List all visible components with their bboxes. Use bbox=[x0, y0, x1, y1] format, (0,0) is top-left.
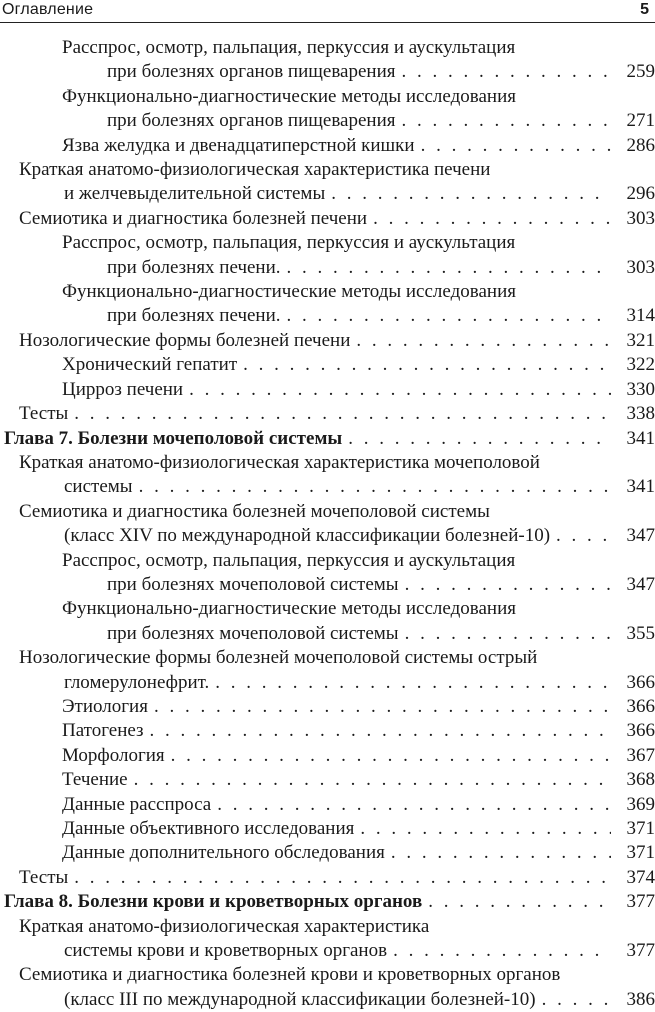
toc-entry-line: Краткая анатомо-физиологическая характеристика мочеполовой bbox=[19, 451, 540, 473]
toc-entry-title: при болезнях мочеполовой системы bbox=[107, 573, 399, 595]
toc-entry-page: 367 bbox=[626, 744, 655, 766]
toc-entry bbox=[0, 963, 655, 1012]
toc-entry-line: Семиотика и диагностика болезней мочеполовой системы bbox=[19, 500, 490, 522]
dot-leader bbox=[331, 182, 611, 206]
toc-entry bbox=[0, 158, 655, 207]
dot-leader bbox=[217, 793, 611, 817]
toc-entry-page: 330 bbox=[626, 378, 655, 400]
dot-leader bbox=[402, 60, 612, 84]
toc-entry-title: при болезнях печени. bbox=[107, 305, 281, 327]
toc-entry bbox=[0, 280, 655, 329]
dot-leader bbox=[421, 134, 611, 158]
toc-entry-page: 369 bbox=[626, 793, 655, 815]
dot-leader bbox=[360, 817, 611, 841]
toc-entry-page: 314 bbox=[626, 305, 655, 327]
toc-entry bbox=[0, 744, 655, 768]
toc-entry-page: 355 bbox=[626, 622, 655, 644]
toc-entry-title: Данные расспроса bbox=[62, 793, 212, 815]
toc-entry-page: 271 bbox=[626, 110, 655, 132]
toc-entry-page: 366 bbox=[626, 671, 655, 693]
toc-entry-title: Нозологические формы болезней печени bbox=[19, 329, 351, 351]
toc-entry-title: Патогенез bbox=[62, 720, 144, 742]
toc-entry-line: Расспрос, осмотр, пальпация, перкуссия и аускультация bbox=[62, 37, 516, 58]
toc-entry-page: 366 bbox=[626, 695, 655, 717]
toc-entry-title: Цирроз печени bbox=[62, 378, 184, 400]
toc-entry-title: при болезнях мочеполовой системы bbox=[107, 622, 399, 644]
toc-entry-line: Функционально-диагностические методы исследования bbox=[62, 281, 516, 303]
toc-entry-line: Расспрос, осмотр, пальпация, перкуссия и аускультация bbox=[62, 549, 516, 571]
toc-chapter-entry bbox=[0, 890, 655, 914]
toc-entry-line: Краткая анатомо-физиологическая характеристика печени bbox=[19, 159, 491, 181]
toc-entry-title: Данные дополнительного обследования bbox=[62, 842, 385, 864]
toc-entry-title: гломерулонефрит. bbox=[64, 671, 210, 693]
toc-entry-page: 296 bbox=[626, 183, 655, 205]
toc-entry bbox=[0, 329, 655, 353]
toc-entry bbox=[0, 402, 655, 426]
toc-entry-page: 371 bbox=[626, 842, 655, 864]
toc-entry-title: Глава 8. Болезни крови и кроветворных органов bbox=[4, 891, 423, 913]
dot-leader bbox=[74, 402, 611, 426]
toc-entry-page: 321 bbox=[626, 329, 655, 351]
dot-leader bbox=[405, 573, 611, 597]
toc-entry bbox=[0, 500, 655, 549]
toc-entry-line: Расспрос, осмотр, пальпация, перкуссия и аускультация bbox=[62, 232, 516, 254]
dot-leader bbox=[171, 744, 611, 768]
dot-leader bbox=[556, 524, 611, 548]
dot-leader bbox=[154, 695, 611, 719]
toc-entry bbox=[0, 85, 655, 134]
dot-leader bbox=[287, 256, 611, 280]
toc-entry-title: системы bbox=[64, 476, 133, 498]
header-rule bbox=[0, 22, 655, 23]
dot-leader bbox=[243, 353, 611, 377]
dot-leader bbox=[402, 109, 612, 133]
toc-entry-page: 366 bbox=[626, 720, 655, 742]
page-number: 5 bbox=[640, 1, 649, 18]
toc-entry bbox=[0, 597, 655, 646]
toc-entry-title: при болезнях органов пищеварения bbox=[107, 110, 396, 132]
toc-entry-line: Семиотика и диагностика болезней крови и кроветворных органов bbox=[19, 964, 561, 986]
toc-entry bbox=[0, 207, 655, 231]
dot-leader bbox=[428, 890, 611, 914]
dot-leader bbox=[391, 841, 611, 865]
running-header-title: Оглавление bbox=[2, 1, 94, 18]
page-header bbox=[0, 0, 655, 24]
toc-entry-page: 322 bbox=[626, 354, 655, 376]
toc-entry-page: 377 bbox=[626, 891, 655, 913]
toc-entry-page: 259 bbox=[626, 61, 655, 83]
toc-entry-page: 371 bbox=[626, 818, 655, 839]
toc-entry-page: 286 bbox=[626, 134, 655, 156]
toc-entry-page: 338 bbox=[626, 403, 655, 425]
toc-entry-page: 303 bbox=[626, 207, 655, 229]
dot-leader bbox=[189, 378, 611, 402]
toc-entry bbox=[0, 768, 655, 792]
toc-entry bbox=[0, 817, 655, 841]
toc-entry-title: при болезнях печени. bbox=[107, 256, 281, 278]
toc-entry bbox=[0, 134, 655, 158]
dot-leader bbox=[348, 427, 611, 451]
toc-entry-page: 341 bbox=[626, 427, 655, 449]
toc-entry bbox=[0, 719, 655, 743]
toc-entry-title: (класс XIV по международной классификации болезней-10) bbox=[64, 525, 551, 547]
toc-entry-title: Тесты bbox=[19, 866, 69, 888]
toc-entry bbox=[0, 231, 655, 280]
table-of-contents bbox=[0, 36, 655, 1012]
toc-entry bbox=[0, 451, 655, 500]
toc-entry-title: и желчевыделительной системы bbox=[64, 183, 326, 205]
toc-entry-line: Функционально-диагностические методы исследования bbox=[62, 598, 516, 620]
toc-entry-line: Краткая анатомо-физиологическая характеристика bbox=[19, 915, 430, 937]
dot-leader bbox=[74, 866, 611, 890]
toc-entry-title: при болезнях органов пищеварения bbox=[107, 61, 396, 83]
toc-entry-title: Этиология bbox=[62, 695, 148, 717]
toc-entry bbox=[0, 841, 655, 865]
toc-entry-title: Семиотика и диагностика болезней печени bbox=[19, 207, 368, 229]
dot-leader bbox=[373, 207, 611, 231]
dot-leader bbox=[393, 939, 611, 963]
toc-entry-page: 368 bbox=[626, 769, 655, 791]
toc-entry-page: 386 bbox=[626, 988, 655, 1010]
toc-entry bbox=[0, 915, 655, 964]
dot-leader bbox=[405, 622, 611, 646]
toc-entry-title: Течение bbox=[62, 769, 128, 791]
toc-entry bbox=[0, 36, 655, 85]
toc-entry-title: Тесты bbox=[19, 403, 69, 425]
toc-entry-line: Нозологические формы болезней мочеполовой системы острый bbox=[19, 647, 538, 669]
toc-entry bbox=[0, 353, 655, 377]
toc-entry-page: 303 bbox=[626, 256, 655, 278]
toc-entry-title: Глава 7. Болезни мочеполовой системы bbox=[4, 427, 343, 449]
toc-entry-title: (класс III по международной классификации болезней-10) bbox=[64, 988, 536, 1010]
dot-leader bbox=[134, 768, 611, 792]
toc-entry-page: 347 bbox=[626, 573, 655, 595]
toc-entry-page: 374 bbox=[626, 866, 655, 888]
toc-entry-title: Данные объективного исследования bbox=[62, 818, 355, 839]
toc-entry bbox=[0, 646, 655, 695]
toc-entry-title: Хронический гепатит bbox=[62, 354, 238, 376]
dot-leader bbox=[287, 304, 611, 328]
dot-leader bbox=[150, 719, 611, 743]
toc-entry bbox=[0, 695, 655, 719]
toc-entry-page: 347 bbox=[626, 525, 655, 547]
toc-entry-title: системы крови и кроветворных органов bbox=[64, 940, 388, 962]
dot-leader bbox=[139, 475, 611, 499]
toc-entry-page: 377 bbox=[626, 940, 655, 962]
toc-entry bbox=[0, 793, 655, 817]
toc-entry bbox=[0, 866, 655, 890]
toc-entry bbox=[0, 549, 655, 598]
toc-entry-title: Язва желудка и двенадцатиперстной кишки bbox=[62, 134, 415, 156]
toc-entry-page: 341 bbox=[626, 476, 655, 498]
dot-leader bbox=[356, 329, 611, 353]
toc-chapter-entry bbox=[0, 427, 655, 451]
dot-leader bbox=[215, 671, 611, 695]
toc-entry-line: Функционально-диагностические методы исследования bbox=[62, 85, 516, 107]
toc-entry bbox=[0, 378, 655, 402]
toc-entry-title: Морфология bbox=[62, 744, 165, 766]
